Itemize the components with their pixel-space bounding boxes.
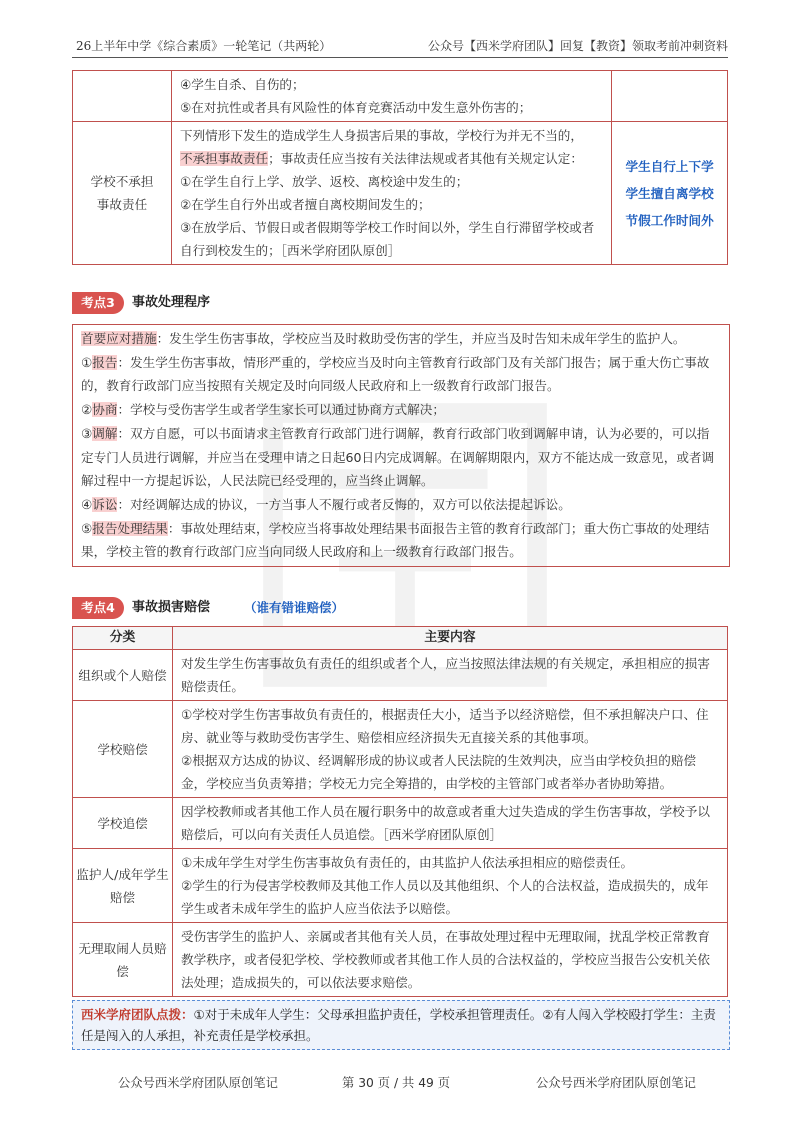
footer-right: 公众号西米学府团队原创笔记 — [536, 1076, 696, 1090]
procedure-para: ⑤报告处理结果：事故处理结束，学校应当将事故处理结果书面报告主管的教育行政部门；重大伤亡事故的处理结果，学校主管的教育行政部门应当向同级人民政府和上一级教育行政部门报告。 — [81, 520, 710, 560]
section-heading-4 — [72, 597, 472, 619]
continuation-cell — [171, 71, 611, 122]
procedure-para: 首要应对措施：发生学生伤害事故，学校应当及时救助受伤害的学生，并应当及时告知未成年学生的监护人。 — [81, 331, 686, 346]
row-content: 受伤害学生的监护人、亲属或者其他有关人员，在事故处理过程中无理取闹，扰乱学校正常教育教学秩序，或者侵犯学校、学校教师或者其他工作人员的合法权益的，学校应当报告公安机关依法处理；造成损失的，可以依法要求赔偿。 — [173, 923, 728, 997]
row-label: 学校追偿 — [73, 798, 173, 849]
point-badge: 考点3 — [72, 292, 124, 314]
footer-left: 公众号西米学府团队原创笔记 — [118, 1076, 278, 1090]
section-heading-3 — [72, 292, 472, 314]
continuation-line: ④学生自杀、自伤的； — [179, 77, 305, 92]
row-label: 监护人/成年学生赔偿 — [73, 849, 173, 923]
list-item: ②在学生自行外出或者擅自离校期间发生的； — [179, 197, 431, 212]
page-header — [72, 36, 728, 56]
row-content: 对发生学生伤害事故负有责任的组织或者个人，应当按照法律法规的有关规定，承担相应的损害赔偿责任。 — [173, 650, 728, 701]
intro-line: 下列情形下发生的造成学生人身损害后果的事故，学校行为并无不当的， — [179, 128, 583, 143]
row-label: 学校赔偿 — [73, 701, 173, 798]
empty-label-cell — [73, 71, 172, 122]
procedure-para: ②协商：学校与受伤害学生或者学生家长可以通过协商方式解决； — [81, 402, 445, 418]
continuation-line: ⑤在对抗性或者具有风险性的体育竞赛活动中发生意外伤害的； — [179, 100, 532, 115]
highlight-no-liability: 不承担事故责任 — [179, 151, 269, 166]
list-item: ①在学生自行上学、放学、返校、离校途中发生的； — [179, 174, 469, 189]
no-liability-content — [171, 122, 611, 265]
compensation-table — [72, 626, 728, 997]
row-content: 因学校教师或者其他工作人员在履行职务中的故意或者重大过失造成的学生伤害事故，学校予以赔偿后，可以向有关责任人员追偿。［西米学府团队原创］ — [173, 798, 728, 849]
tip-box — [72, 1000, 730, 1050]
col-header-content: 主要内容 — [173, 627, 728, 650]
section-title: 事故处理程序 — [132, 295, 211, 310]
procedure-box — [72, 324, 730, 567]
row-label: 无理取闹人员赔偿 — [73, 923, 173, 997]
intro-line-2: 不承担事故责任；事故责任应当按有关法律法规或者其他有关规定认定： — [179, 151, 583, 166]
row-label-no-liability: 学校不承担 事故责任 — [73, 122, 172, 265]
tip-text: ①对于未成年人学生：父母承担监护责任，学校承担管理责任。②有人闯入学校殴打学生：主责任是闯入的人承担，补充责任是学校承担。 — [81, 1007, 716, 1043]
row-content: ①学校对学生伤害事故负有责任的，根据责任大小，适当予以经济赔偿，但不承担解决户口、住房、就业等与救助受伤害学生、赔偿相应经济损失无直接关系的其他事项。 ②根据双方达成的协议、经调解形成的协议或者人民法院的生效判决，应当由学校负担的赔偿金，学校应当负责筹措；学校无力完全筹措的，由学校的主管部门或者举办者协助筹措。 — [173, 701, 728, 798]
point-badge: 考点4 — [72, 597, 124, 619]
procedure-para: ④诉讼：对经调解达成的协议，一方当事人不履行或者反悔的，双方可以依法提起诉讼。 — [81, 496, 571, 512]
liability-table — [72, 70, 728, 265]
procedure-para: ①报告：发生学生伤害事故，情形严重的，学校应当及时向主管教育行政部门及有关部门报告；属于重大伤亡事故的，教育行政部门应当按照有关规定及时向同级人民政府和上一级教育行政部门报告。 — [81, 354, 710, 394]
empty-note-cell — [612, 71, 728, 122]
row-label: 组织或个人赔偿 — [73, 650, 173, 701]
header-right: 公众号【西米学府团队】回复【教资】领取考前冲刺资料 — [427, 39, 728, 53]
row-content: ①未成年学生对学生伤害事故负有责任的，由其监护人依法承担相应的赔偿责任。 ②学生的行为侵害学校教师及其他工作人员以及其他组织、个人的合法权益，造成损失的，成年学生或者未成年学生的监护人应当依法予以赔偿。 — [173, 849, 728, 923]
summary-notes: 学生自行上下学 学生擅自离学校 节假工作时间外 — [612, 122, 728, 265]
section-subtitle: （谁有错谁赔偿） — [244, 600, 345, 615]
header-rule — [72, 57, 728, 58]
procedure-para: ③调解：双方自愿，可以书面请求主管教育行政部门进行调解，教育行政部门收到调解申请，认为必要的，可以指定专门人员进行调解，并应当在受理申请之日起60日内完成调解。在调解期限内，双方不能达成一致意见，或者调解过程中一方提起诉讼，人民法院已经受理的，应当终止调解。 — [81, 425, 715, 489]
page-number: 第 30 页 / 共 49 页 — [342, 1076, 451, 1090]
col-header-category: 分类 — [73, 627, 173, 650]
section-title: 事故损害赔偿 — [132, 600, 211, 615]
header-left: 26上半年中学《综合素质》一轮笔记（共两轮） — [76, 39, 332, 53]
tip-label: 西米学府团队点拨： — [81, 1007, 194, 1022]
list-item: ③在放学后、节假日或者假期等学校工作时间以外，学生自行滞留学校或者自行到校发生的；［西米学府团队原创］ — [179, 220, 595, 258]
